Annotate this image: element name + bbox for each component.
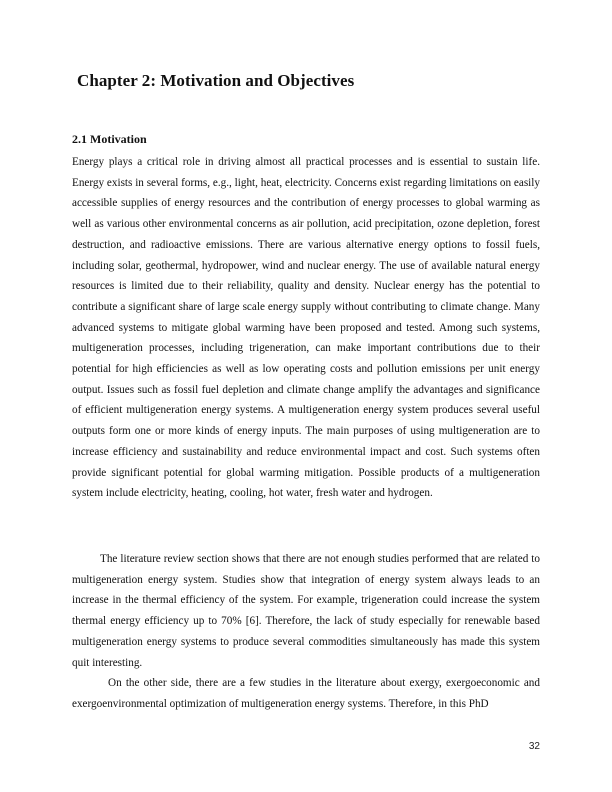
section-heading: 2.1 Motivation <box>72 132 147 146</box>
chapter-title: Chapter 2: Motivation and Objectives <box>77 71 355 90</box>
paragraph: The literature review section shows that there are not enough studies performed that are related to multigeneration energy system. Studies show that integration of energy system always leads to an increase in the thermal efficiency of the system. For example, trigeneration could increase the system thermal energy efficiency up to 70% [6]. Therefore, the lack of study especially for renewable based multigeneration energy systems to produce several commodities simultaneously has made this system quit interesting. <box>72 553 540 669</box>
page-number: 32 <box>528 741 540 752</box>
paragraph: Energy plays a critical role in driving almost all practical processes and is essential to sustain life. Energy exists in several forms, e.g., light, heat, electricity. Concerns exist regarding limitations on easily accessible supplies of energy resources and the contribution of energy processes to global warming as well as various other environmental concerns as air pollution, acid precipitation, ozone depletion, forest destruction, and radioactive emissions. There are various alternative energy options to fossil fuels, including solar, geothermal, hydropower, wind and nuclear energy. The use of available natural energy resources is limited due to their reliability, quality and density. Nuclear energy has the potential to contribute a significant share of large scale energy supply without contributing to climate change. Many advanced systems to mitigate global warming have been proposed and tested. Among such systems, multigeneration processes, including trigeneration, can make important contributions due to their potential for high efficiencies as well as low operating costs and pollution emissions per unit energy output. Issues such as fossil fuel depletion and climate change amplify the advantages and significance of efficient multigeneration energy systems. A multigeneration energy system produces several useful outputs form one or more kinds of energy inputs. The main purposes of using multigeneration are to increase efficiency and sustainability and reduce environmental impact and cost. Such systems often provide significant potential for global warming mitigation. Possible products of a multigeneration system include electricity, heating, cooling, hot water, fresh water and hydrogen. <box>72 156 540 500</box>
paragraph: On the other side, there are a few studies in the literature about exergy, exergoeconomic and exergoenvironmental optimization of multigeneration energy systems. Therefore, in this PhD <box>72 677 540 710</box>
